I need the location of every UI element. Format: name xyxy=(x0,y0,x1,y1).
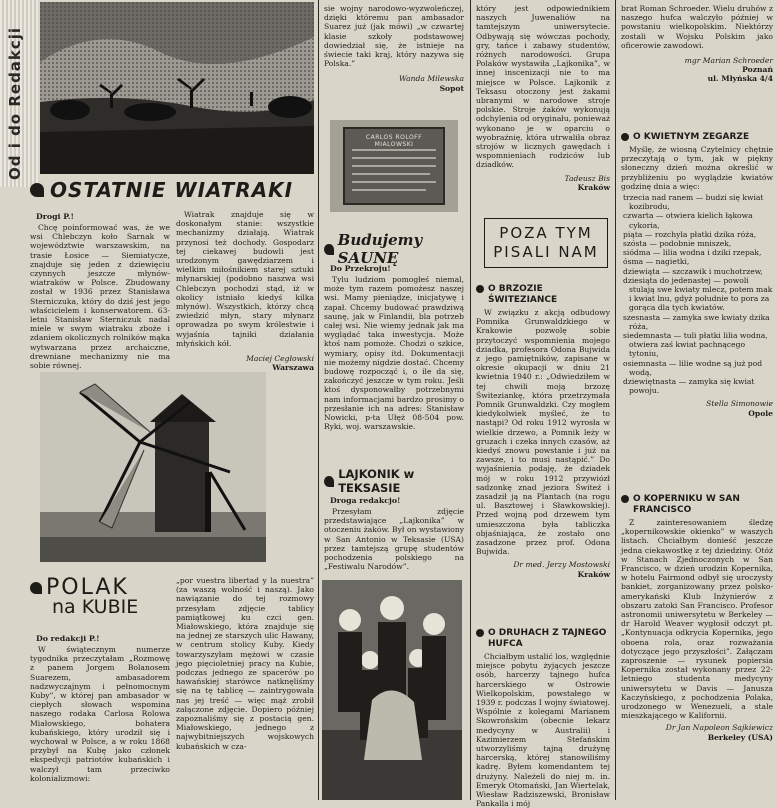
windmills-city: Warszawa xyxy=(272,363,314,373)
brzozie-city: Kraków xyxy=(577,569,610,579)
lajkonik-text-2: który jest odpowiednikiem naszych Juwenaliów na tamtejszym uniwersytecie. Odbywają się wówczas pochody, gry, tańce i zabawy studentów, różnych narodowości. Grupa Polaków wystawiła „Lajkonika”, w innej inscenizacji nie to ma miejsce w Polsce. Lajkonik z Teksasu otoczony jest żakami ubranymi w narodowe stroje polskie. Stroje żaków wykonują odchylenia od oryginału, ponieważ wykonano je w oparciu o wyobraźnię, która utrwaliła obraz strojów w licznych gawędach i wspomnieniach rodziców lub dziadków. xyxy=(476,4,610,170)
flower-item: czwarta — otwiera kielich łąkowa cykoria, xyxy=(623,211,753,230)
zegarze-article xyxy=(621,128,773,488)
windmills-article-col2 xyxy=(176,210,314,373)
sauna-title: Budujemy SAUNĘ xyxy=(337,231,423,267)
flower-item: trzecia nad ranem — budzi się kwiat kozibrodu, xyxy=(623,193,764,212)
zegarze-city: Opole xyxy=(748,408,773,418)
druhach-city: Poznań xyxy=(742,65,773,75)
poza-tym-line2: PISALI NAM xyxy=(493,243,599,261)
brzozie-article xyxy=(476,280,610,620)
flower-item: szesnasta — zamyka swe kwiaty dzika róża, xyxy=(623,312,770,331)
polak-text-1: W świątecznym numerze tygodnika przeczytałam „Rozmowę z panem Jorgem Bolanosem Suarezem, ambasadorem nadzwyczajnym i pełnomocnym Kuby”, w której pan ambasador w ciepłych słowach wspomina naszego rodaka Carlosa Rolowa Miałowskiego, bohatera kubańskiego, który urodził się i wychował w Polsce, a w roku 1868 przybył na Kubę jako członek ekspedycji patriotów kubańskich i walczył tam przeciwko kolonializmowi: xyxy=(30,645,170,783)
lajkonik-photo xyxy=(322,580,462,800)
lajkonik-photo-image xyxy=(322,580,462,800)
koperniku-city: Berkeley (USA) xyxy=(707,732,773,742)
windmills-signature: Maciej Cegłowski xyxy=(246,354,314,364)
brzozie-signature: Dr med. Jerzy Mostowski xyxy=(513,560,610,570)
sauna-article xyxy=(324,262,464,462)
zegarze-signature: Stella Simonowie xyxy=(706,399,773,409)
polak-text-2: „por vuestra libertad y la nuestra” (za waszą wolność i naszą). Jako nawiązanie do tej rozmowy przesyłam zdjęcie tablicy pamiątkowej ku czci gen. Miałowskiego, która znajduje się na jednej ze starszych ulic Hawany, w centrum stolicy Kuby. Kiedy towarzyszyłam mężowi w czasie jego pięcioletniej pracy na Kubie, podczas jednego ze spacerów po hawańskiej starówce natknęliśmy się na tę tablicę — zaintrygowała nas jej treść — więc mąż zrobił załączone zdjęcie. Dopiero później zapoznaliśmy się z postacią gen. Miałowskiego, jednego z najwybitniejszych wojskowych kubańskich w cza- xyxy=(176,576,314,751)
polak-article-col3 xyxy=(324,4,464,114)
section-bullet-icon xyxy=(476,285,484,293)
flower-item: piąta — rozchyla płatki dzika róża, xyxy=(623,229,757,239)
sauna-logo-icon xyxy=(324,244,334,255)
poza-tym-line1: POZA TYM xyxy=(499,224,593,242)
polak-text-3: sie wojny narodowo-wyzwoleńczej, dzięki któremu pan ambasador Suarez już (jak mówi) „w czwartej klasie szkoły podstawowej dowiedział się, że istnieje na świecie taki kraj, który nazywa się Polska.” xyxy=(324,4,464,69)
landscape-photo-image xyxy=(40,2,314,174)
lajkonik-greeting: Droga redakcjo! xyxy=(330,496,401,505)
section-bullet-icon xyxy=(621,133,629,141)
druhach-continuation xyxy=(621,4,773,124)
flower-list xyxy=(621,193,773,395)
zegarze-title: O KWIETNYM ZEGARZE xyxy=(633,132,750,142)
flower-item: siódma — lilia wodna i dziki rzepak, xyxy=(623,248,762,258)
druhach-text-2: brat Roman Schroeder. Wielu druhów z naszego hufca walczyło później w powstaniu wielkopolskim. Niektórzy zostali w Wojsku Polskim jako oficerowie zawodowi. xyxy=(621,4,773,50)
koperniku-signature: Dr Jan Napoleon Sajkiewicz xyxy=(665,723,773,733)
windmill-photo xyxy=(40,372,266,562)
flower-item: ósma — nagietki, xyxy=(623,257,690,267)
druhach-signature: mgr Marian Schroeder xyxy=(684,56,773,66)
druhach-text: Chciałbym ustalić los, względnie miejsce pobytu żyjących jeszcze osób, harcerzy tajnego hufca harcerskiego w Ostrowie Wielkopolskim, powstałego w 1939 r. podczas I wojny światowej. Wspólnie z kolegami Marianem Skowrońskim (obecnie lekarz medycyny w Australii) i Kazimierzem Stefańskim utworzyliśmy tajną drużynę harcerską, której stanowiliśmy kadrę. Byłem komendantem tej drużyny. Należeli do niej m. in. Emeryk Otomański, Jan Wiertelak, Wiesław Radziszewski, Bronisław Pankalla i mój xyxy=(476,652,610,808)
landscape-windmills-photo xyxy=(40,2,314,174)
windmills-headline xyxy=(30,175,314,205)
zegarze-heading xyxy=(621,132,773,143)
druhach-address: ul. Młyńska 4/4 xyxy=(707,74,773,84)
lajkonik-title: LAJKONIK w TEKSASIE xyxy=(338,467,415,495)
lajkonik-logo-icon xyxy=(324,476,334,487)
polak-title-a: POLAK xyxy=(46,575,129,600)
zegarze-intro: Myślę, że wiosną Czytelnicy chętnie przeczytają o tym, jak w piękny słoneczny dzień można określić w przybliżeniu po wyglądzie kwiatów godzinę dnia a więc: xyxy=(621,145,773,191)
lajkonik-article-col1 xyxy=(324,494,464,578)
section-bullet-icon xyxy=(621,495,629,503)
druhach-heading xyxy=(476,628,610,650)
lajkonik-signature: Tadeusz Bis xyxy=(564,173,610,183)
druhach-title: O DRUHACH Z TAJNEGO HUFCA xyxy=(488,628,607,649)
lajkonik-headline xyxy=(324,467,470,495)
lajkonik-text-1: Przesyłam zdjęcie przedstawiające „Lajkonika” w otoczeniu żaków. Był on wystawiony w San Antonio w Teksasie (USA) przez tamtejszą grupę studentów pochodzenia polskiego na „Festiwalu Narodów”. xyxy=(324,507,464,572)
polak-greeting: Do redakcji P.! xyxy=(36,634,100,643)
windmills-article-col1 xyxy=(30,210,170,370)
windmills-greeting: Drogi P.! xyxy=(36,212,74,221)
flower-item: dziesiąta do jedenastej — powoli stulają swe kwiaty mlecz, potem mak i kwiat lnu, gdyż południe to pora za gorąca dla tych kwiatów. xyxy=(623,275,773,313)
column-rule-1 xyxy=(318,0,319,800)
druhach-article xyxy=(476,624,610,808)
windmills-text-1: Chcę poinformować was, że we wsi Chlebczyn koło Sarnak w województwie warszawskim, na trasie Łosice — Siemiatycze, znajduje się jeden z dziewięciu czynnych jeszcze młynów-wiatraków w Polsce. Zbudowany został w 1936 przez Stanisława Sterniczuka, który do dziś jest jego właścicielem i konserwatorem. 63-letni Stanisław Sterniczuk nadal miele w swym wiatraku zboże i zdaniem okolicznych rolników mąka wytwarzana przez archaiczne, drewniane mechanizmy nie ma sobie równej. xyxy=(30,223,170,371)
polak-article-col2 xyxy=(176,576,314,800)
plaque-title: CARLOS ROLOFF MIALOWSKI xyxy=(365,134,423,148)
koperniku-title: O KOPERNIKU W SAN FRANCISCO xyxy=(633,494,740,515)
plaque-photo xyxy=(330,120,458,212)
section-bullet-icon xyxy=(476,629,484,637)
column-rule-2 xyxy=(470,0,471,800)
polak-headline xyxy=(30,575,180,617)
windmill-logo-icon xyxy=(30,183,44,197)
brzozie-heading xyxy=(476,284,610,306)
section-title-vertical: Od i do Redakcji xyxy=(6,26,24,180)
sauna-headline xyxy=(324,231,470,267)
flower-item: osiemnasta — lilie wodne są już pod wodą, xyxy=(623,358,763,377)
polak-logo-icon xyxy=(30,582,42,594)
brzozie-text: W związku z akcją odbudowy Pomnika Grunwaldzkiego w Krakowie pozwolę sobie przytoczyć wspomnienia mojego dziadka, profesora Odona Bujwida z jego pamiętników, zapisane w okresie okupacji w dniu 21 kwietnia 1940 r.: „Odwiedziłem w tej chwili moją brzozę Świteziankę, która przetrzymała Pomnik Grunwaldzki. Czy mogłem kiedykolwiek myśleć, że to nastąpi? Od roku 1912 wyrosła w wielkie drzewo, a Pomnik leży w gruzach i czeka innych czasów, aż kiedyś znowu powstanie i już na zawsze, i to musi nastąpić.” Do wyjaśnienia podaję, że dziadek mój w roku 1912 przywiózł sadzonkę znad jeziora Świteź i zasadził ją na Plantach (na rogu ul. Basztowej i Sławkowskiej). Przed wojną pod drzewem tym umieszczona była tabliczka objaśniająca, że zostało ono zasadzone przez prof. Odona Bujwida. xyxy=(476,308,610,557)
sauna-text: Tylu ludziom pomogłeś niemal, może tym razem pomożesz naszej wsi. Mamy pieniądze, inicjatywę i zapał. Chcemy budować prawdziwą saunę, jak w Finlandii, bla potrzeb całej wsi. Nie wiemy jednak jak ma wyglądać taka inwestycja. Może ktoś nam pomoże. Chodzi o szkice, wymiary, opisy itd. Dokumentacji nie możemy nigdzie dostać. Chcemy budowę rozpocząć i, o ile da się, zakończyć jeszcze w tym roku. Jeśli ktoś dysponowałby potrzebnymi nam informacjami bardzo prosimy o przesłanie ich na adres: Stanisław Nowicki, p-ta Ułęż 08-504 pow. Ryki, woj. warszawskie. xyxy=(324,275,464,432)
koperniku-article xyxy=(621,490,773,800)
windmills-text-2: Wiatrak znajduje się w doskonałym stanie: wszystkie mechanizmy działają. Wiatrak przynosi też dochody. Gospodarz tej ciekawej budowli jest urodzonym gawędziarzem i wielkim miłośnikiem starej sztuki młynarskiej (podobno naszwa wsi Chlebczyn pochodzi stąd, iż w okolicy istniało kiedyś kilka młynów). Wszystkich, którzy chcą zwiedzić młyn, stary młynarz oprowadza po swym królestwie i wyjaśnia tajniki działania młyńskich kół. xyxy=(176,210,314,348)
brzozie-title: O BRZOZIE ŚWITEZIANCE xyxy=(488,284,558,305)
polak-article-col1 xyxy=(30,632,170,800)
windmill-photo-image xyxy=(40,372,266,562)
koperniku-text: Z zainteresowaniem śledzę „kopernikowskie okienko” w waszych listach. Chciałbym donieść jeszcze jedna ciekawostkę z tej dziedziny. Otóż w Stanach Zjednoczonych w San Francisco, w dzień urodzin Kopernika, w hotelu Fairmond odbył się uroczysty bankiet, zorganizowany przez polsko-amerykański Klub Inżynierów z obszaru zatoki San Francisco. Profesor astronomii uniwersytetu w Berkeley — dr Harold Weaver wygłosił odczyt pt. „Kontynuacja odkrycia Kopernika, jego oboena rola, oraz rozważania dotyczące jego przyszłości”. Załączam zaproszenie — rysunek popiersia Kopernika został wykonany przez 22-letniego studenta medycyny uniwersytetu w Davis — Janusza Kaczyńskiego, z pochodzenia Polaka, urodzonego w Wenezueli, a stale mieszkającego w Kalifornii. xyxy=(621,518,773,721)
koperniku-heading xyxy=(621,494,773,516)
column-rule-3 xyxy=(615,0,616,800)
flower-item: siedemnasta — tuli płatki lilia wodna, otwiera zaś kwiat pachnącego tytoniu, xyxy=(623,331,768,359)
polak-signature: Wanda Milewska xyxy=(398,74,464,84)
sauna-greeting: Do Przekroju! xyxy=(330,264,391,273)
poza-tym-box xyxy=(484,218,608,268)
polak-city: Sopot xyxy=(439,83,464,93)
windmills-title: OSTATNIE WIATRAKI xyxy=(50,178,294,202)
flower-item: dziewiętnasta — zamyka się kwiat powoju. xyxy=(623,377,755,396)
flower-item: dziewiąta — szczawik i muchotrzew, xyxy=(623,266,763,276)
lajkonik-city: Kraków xyxy=(577,182,610,192)
flower-item: szósta — podobnie mniszek, xyxy=(623,239,732,249)
polak-title-b: na KUBIE xyxy=(52,596,139,618)
lajkonik-article-col2 xyxy=(476,4,610,214)
